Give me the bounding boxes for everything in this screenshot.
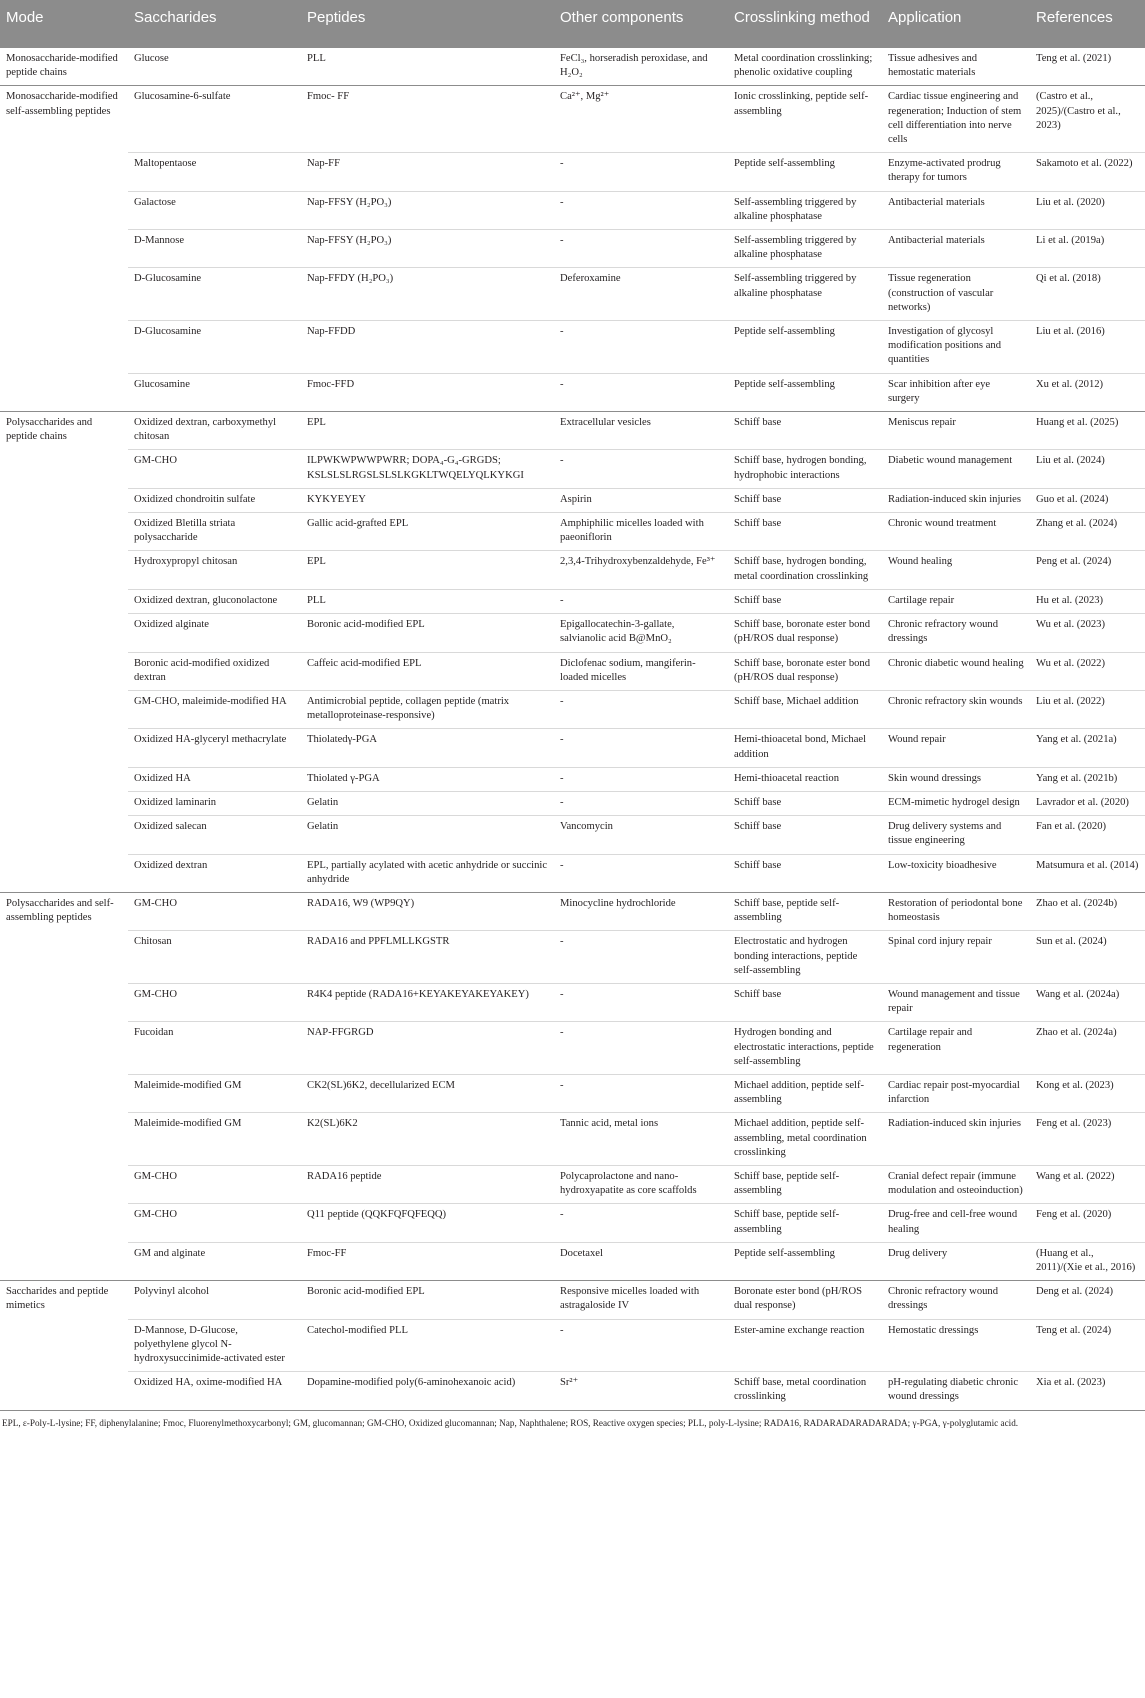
saccharides-cell: Boronic acid-modified oxidized dextran: [128, 652, 301, 690]
mode-cell: Monosaccharide-modified peptide chains: [0, 48, 128, 86]
column-header-application: Application: [882, 0, 1030, 48]
peptides-cell: Catechol-modified PLL: [301, 1319, 554, 1372]
table-row: [0, 767, 1145, 791]
references-cell: Li et al. (2019a): [1030, 230, 1145, 268]
peptides-cell: Nap-FFDY (H₂PO₃): [301, 268, 554, 321]
peptides-cell: EPL, partially acylated with acetic anhydride or succinic anhydride: [301, 854, 554, 892]
references-cell: Teng et al. (2021): [1030, 48, 1145, 86]
references-cell: Zhao et al. (2024b): [1030, 892, 1145, 930]
table-row: [0, 791, 1145, 815]
table-row: [0, 1204, 1145, 1242]
references-cell: Teng et al. (2024): [1030, 1319, 1145, 1372]
application-cell: Chronic diabetic wound healing: [882, 652, 1030, 690]
peptides-cell: Nap-FF: [301, 153, 554, 191]
table-row: [0, 48, 1145, 86]
saccharides-cell: GM-CHO: [128, 1204, 301, 1242]
peptides-cell: Dopamine-modified poly(6-aminohexanoic acid): [301, 1372, 554, 1410]
peptides-cell: Nap-FFDD: [301, 321, 554, 374]
other-components-cell: Tannic acid, metal ions: [554, 1113, 728, 1166]
crosslinking-method-cell: Schiff base, peptide self-assembling: [728, 1204, 882, 1242]
crosslinking-method-cell: Hemi-thioacetal bond, Michael addition: [728, 729, 882, 767]
application-cell: Drug-free and cell-free wound healing: [882, 1204, 1030, 1242]
table-row: [0, 412, 1145, 450]
saccharides-cell: GM and alginate: [128, 1242, 301, 1280]
references-cell: Wang et al. (2022): [1030, 1165, 1145, 1203]
application-cell: Wound healing: [882, 551, 1030, 589]
table-row: [0, 589, 1145, 613]
other-components-cell: Aspirin: [554, 488, 728, 512]
saccharides-cell: Oxidized dextran: [128, 854, 301, 892]
other-components-cell: -: [554, 589, 728, 613]
other-components-cell: -: [554, 767, 728, 791]
references-cell: Liu et al. (2016): [1030, 321, 1145, 374]
table-row: [0, 931, 1145, 984]
references-cell: Deng et al. (2024): [1030, 1281, 1145, 1319]
table-row: [0, 652, 1145, 690]
application-cell: Meniscus repair: [882, 412, 1030, 450]
other-components-cell: Docetaxel: [554, 1242, 728, 1280]
crosslinking-method-cell: Schiff base, metal coordination crosslinking: [728, 1372, 882, 1410]
saccharides-cell: D-Mannose: [128, 230, 301, 268]
table-row: [0, 729, 1145, 767]
application-cell: Wound repair: [882, 729, 1030, 767]
saccharides-cell: Oxidized dextran, carboxymethyl chitosan: [128, 412, 301, 450]
table-row: [0, 86, 1145, 153]
table-body: [0, 48, 1145, 1410]
peptides-cell: Q11 peptide (QQKFQFQFEQQ): [301, 1204, 554, 1242]
references-cell: Wu et al. (2022): [1030, 652, 1145, 690]
crosslinking-method-cell: Schiff base: [728, 488, 882, 512]
other-components-cell: Responsive micelles loaded with astragaloside IV: [554, 1281, 728, 1319]
references-cell: Feng et al. (2023): [1030, 1113, 1145, 1166]
application-cell: Antibacterial materials: [882, 191, 1030, 229]
application-cell: pH-regulating diabetic chronic wound dressings: [882, 1372, 1030, 1410]
application-cell: Cranial defect repair (immune modulation and osteoinduction): [882, 1165, 1030, 1203]
application-cell: Scar inhibition after eye surgery: [882, 373, 1030, 411]
table-row: [0, 892, 1145, 930]
crosslinking-method-cell: Peptide self-assembling: [728, 1242, 882, 1280]
crosslinking-method-cell: Schiff base, hydrogen bonding, hydrophobic interactions: [728, 450, 882, 488]
other-components-cell: Ca²⁺, Mg²⁺: [554, 86, 728, 153]
crosslinking-method-cell: Schiff base: [728, 791, 882, 815]
table-row: [0, 153, 1145, 191]
references-cell: Kong et al. (2023): [1030, 1074, 1145, 1112]
crosslinking-method-cell: Self-assembling triggered by alkaline phosphatase: [728, 230, 882, 268]
crosslinking-method-cell: Schiff base, peptide self-assembling: [728, 1165, 882, 1203]
table-row: [0, 450, 1145, 488]
peptides-cell: R4K4 peptide (RADA16+KEYAKEYAKEYAKEY): [301, 983, 554, 1021]
crosslinking-method-cell: Michael addition, peptide self-assembling: [728, 1074, 882, 1112]
column-header-peptides: Peptides: [301, 0, 554, 48]
crosslinking-method-cell: Schiff base: [728, 854, 882, 892]
application-cell: Hemostatic dressings: [882, 1319, 1030, 1372]
crosslinking-method-cell: Schiff base, hydrogen bonding, metal coordination crosslinking: [728, 551, 882, 589]
references-cell: Wu et al. (2023): [1030, 614, 1145, 652]
references-cell: Sun et al. (2024): [1030, 931, 1145, 984]
saccharides-cell: Oxidized alginate: [128, 614, 301, 652]
saccharides-cell: Oxidized Bletilla striata polysaccharide: [128, 513, 301, 551]
table-footnote: EPL, ε-Poly-L-lysine; FF, diphenylalanine; Fmoc, Fluorenylmethoxycarbonyl; GM, glucomannan; GM-CHO, Oxidized glucomannan; Nap, Naphthalene; ROS, Reactive oxygen species; PLL, poly-L-lysine; RADA16, RADARADARADARADA; γ-PGA, γ-polyglutamic acid.: [2, 1417, 1019, 1428]
column-header-other-components: Other components: [554, 0, 728, 48]
references-cell: Zhang et al. (2024): [1030, 513, 1145, 551]
table-row: [0, 321, 1145, 374]
other-components-cell: -: [554, 690, 728, 728]
other-components-cell: Minocycline hydrochloride: [554, 892, 728, 930]
other-components-cell: -: [554, 191, 728, 229]
peptides-cell: PLL: [301, 589, 554, 613]
mode-cell: Saccharides and peptide mimetics: [0, 1281, 128, 1410]
application-cell: Radiation-induced skin injuries: [882, 488, 1030, 512]
crosslinking-method-cell: Schiff base: [728, 513, 882, 551]
table-row: [0, 1074, 1145, 1112]
saccharides-cell: Glucose: [128, 48, 301, 86]
other-components-cell: -: [554, 791, 728, 815]
references-cell: Xu et al. (2012): [1030, 373, 1145, 411]
other-components-cell: -: [554, 729, 728, 767]
saccharides-cell: Oxidized laminarin: [128, 791, 301, 815]
application-cell: Cardiac tissue engineering and regeneration; Induction of stem cell differentiation into nerve cells: [882, 86, 1030, 153]
saccharides-cell: D-Glucosamine: [128, 321, 301, 374]
saccharides-cell: D-Mannose, D-Glucose, polyethylene glycol N-hydroxysuccinimide-activated ester: [128, 1319, 301, 1372]
other-components-cell: Epigallocatechin-3-gallate, salvianolic acid B@MnO₂: [554, 614, 728, 652]
peptides-cell: K2(SL)6K2: [301, 1113, 554, 1166]
other-components-cell: -: [554, 1074, 728, 1112]
peptides-cell: Boronic acid-modified EPL: [301, 1281, 554, 1319]
peptides-cell: EPL: [301, 551, 554, 589]
saccharides-cell: Glucosamine: [128, 373, 301, 411]
other-components-cell: Polycaprolactone and nano-hydroxyapatite as core scaffolds: [554, 1165, 728, 1203]
saccharides-cell: Oxidized HA-glyceryl methacrylate: [128, 729, 301, 767]
saccharides-cell: GM-CHO, maleimide-modified HA: [128, 690, 301, 728]
mode-cell: Polysaccharides and peptide chains: [0, 412, 128, 893]
other-components-cell: Extracellular vesicles: [554, 412, 728, 450]
other-components-cell: FeCl₃, horseradish peroxidase, and H₂O₂: [554, 48, 728, 86]
table-row: [0, 488, 1145, 512]
saccharides-cell: Maleimide-modified GM: [128, 1113, 301, 1166]
references-cell: Yang et al. (2021a): [1030, 729, 1145, 767]
table-row: [0, 373, 1145, 411]
peptides-cell: NAP-FFGRGD: [301, 1022, 554, 1075]
references-cell: (Huang et al., 2011)/(Xie et al., 2016): [1030, 1242, 1145, 1280]
table-row: [0, 268, 1145, 321]
crosslinking-method-cell: Hydrogen bonding and electrostatic interactions, peptide self-assembling: [728, 1022, 882, 1075]
table-row: [0, 1113, 1145, 1166]
other-components-cell: -: [554, 153, 728, 191]
saccharides-cell: GM-CHO: [128, 983, 301, 1021]
crosslinking-method-cell: Electrostatic and hydrogen bonding interactions, peptide self-assembling: [728, 931, 882, 984]
references-cell: Hu et al. (2023): [1030, 589, 1145, 613]
saccharides-cell: GM-CHO: [128, 1165, 301, 1203]
crosslinking-method-cell: Schiff base, boronate ester bond (pH/ROS dual response): [728, 652, 882, 690]
references-cell: Sakamoto et al. (2022): [1030, 153, 1145, 191]
saccharides-cell: Glucosamine-6-sulfate: [128, 86, 301, 153]
references-cell: Zhao et al. (2024a): [1030, 1022, 1145, 1075]
table-row: [0, 614, 1145, 652]
crosslinking-method-cell: Michael addition, peptide self-assembling, metal coordination crosslinking: [728, 1113, 882, 1166]
references-cell: Fan et al. (2020): [1030, 816, 1145, 854]
application-cell: Chronic refractory wound dressings: [882, 1281, 1030, 1319]
peptides-cell: Boronic acid-modified EPL: [301, 614, 554, 652]
table-row: [0, 551, 1145, 589]
references-cell: Peng et al. (2024): [1030, 551, 1145, 589]
application-cell: Cardiac repair post-myocardial infarction: [882, 1074, 1030, 1112]
table-row: [0, 816, 1145, 854]
table-row: [0, 1165, 1145, 1203]
crosslinking-method-cell: Schiff base, boronate ester bond (pH/ROS dual response): [728, 614, 882, 652]
application-cell: Cartilage repair and regeneration: [882, 1022, 1030, 1075]
table-row: [0, 1319, 1145, 1372]
saccharides-cell: Fucoidan: [128, 1022, 301, 1075]
table-row: [0, 191, 1145, 229]
table-row: [0, 1242, 1145, 1280]
peptides-cell: Nap-FFSY (H₂PO₃): [301, 230, 554, 268]
other-components-cell: -: [554, 983, 728, 1021]
peptides-cell: Thiolated γ-PGA: [301, 767, 554, 791]
other-components-cell: Amphiphilic micelles loaded with paeoniflorin: [554, 513, 728, 551]
other-components-cell: Diclofenac sodium, mangiferin-loaded micelles: [554, 652, 728, 690]
other-components-cell: -: [554, 373, 728, 411]
other-components-cell: -: [554, 931, 728, 984]
application-cell: Chronic refractory skin wounds: [882, 690, 1030, 728]
other-components-cell: Deferoxamine: [554, 268, 728, 321]
saccharides-cell: GM-CHO: [128, 892, 301, 930]
other-components-cell: Vancomycin: [554, 816, 728, 854]
application-cell: Enzyme-activated prodrug therapy for tumors: [882, 153, 1030, 191]
crosslinking-method-cell: Schiff base, peptide self-assembling: [728, 892, 882, 930]
peptides-cell: Gallic acid-grafted EPL: [301, 513, 554, 551]
application-cell: Drug delivery systems and tissue engineering: [882, 816, 1030, 854]
application-cell: Restoration of periodontal bone homeostasis: [882, 892, 1030, 930]
application-cell: Tissue adhesives and hemostatic materials: [882, 48, 1030, 86]
crosslinking-method-cell: Schiff base: [728, 589, 882, 613]
saccharides-cell: GM-CHO: [128, 450, 301, 488]
peptides-cell: ILPWKWPWWPWRR; DOPA₄-G₄-GRGDS; KSLSLSLRGSLSLSLKGKLTWQELYQLKYKGI: [301, 450, 554, 488]
crosslinking-method-cell: Schiff base: [728, 412, 882, 450]
crosslinking-method-cell: Self-assembling triggered by alkaline phosphatase: [728, 191, 882, 229]
crosslinking-method-cell: Peptide self-assembling: [728, 373, 882, 411]
application-cell: Tissue regeneration (construction of vascular networks): [882, 268, 1030, 321]
peptides-cell: Gelatin: [301, 791, 554, 815]
application-cell: Spinal cord injury repair: [882, 931, 1030, 984]
crosslinking-method-cell: Schiff base, Michael addition: [728, 690, 882, 728]
peptides-cell: Fmoc-FFD: [301, 373, 554, 411]
references-cell: Huang et al. (2025): [1030, 412, 1145, 450]
other-components-cell: -: [554, 321, 728, 374]
mode-cell: Monosaccharide-modified self-assembling peptides: [0, 86, 128, 412]
other-components-cell: -: [554, 1319, 728, 1372]
crosslinking-method-cell: Metal coordination crosslinking; phenolic oxidative coupling: [728, 48, 882, 86]
table-row: [0, 690, 1145, 728]
crosslinking-method-cell: Schiff base: [728, 983, 882, 1021]
application-cell: Low-toxicity bioadhesive: [882, 854, 1030, 892]
application-cell: Antibacterial materials: [882, 230, 1030, 268]
references-cell: Liu et al. (2024): [1030, 450, 1145, 488]
table-row: [0, 1022, 1145, 1075]
peptides-cell: RADA16 peptide: [301, 1165, 554, 1203]
saccharides-cell: Oxidized chondroitin sulfate: [128, 488, 301, 512]
application-cell: Investigation of glycosyl modification positions and quantities: [882, 321, 1030, 374]
header-row: [0, 0, 1145, 48]
references-cell: Yang et al. (2021b): [1030, 767, 1145, 791]
application-cell: Skin wound dressings: [882, 767, 1030, 791]
references-cell: Xia et al. (2023): [1030, 1372, 1145, 1410]
table-row: [0, 1281, 1145, 1319]
other-components-cell: -: [554, 450, 728, 488]
table-row: [0, 854, 1145, 892]
peptides-cell: RADA16, W9 (WP9QY): [301, 892, 554, 930]
crosslinking-method-cell: Ester-amine exchange reaction: [728, 1319, 882, 1372]
application-cell: Radiation-induced skin injuries: [882, 1113, 1030, 1166]
column-header-mode: Mode: [0, 0, 128, 48]
peptides-cell: Caffeic acid-modified EPL: [301, 652, 554, 690]
saccharides-cell: Oxidized salecan: [128, 816, 301, 854]
peptides-cell: Nap-FFSY (H₂PO₃): [301, 191, 554, 229]
references-cell: Guo et al. (2024): [1030, 488, 1145, 512]
application-cell: Drug delivery: [882, 1242, 1030, 1280]
crosslinking-method-cell: Peptide self-assembling: [728, 321, 882, 374]
peptides-cell: Thiolatedγ-PGA: [301, 729, 554, 767]
column-header-crosslinking-method: Crosslinking method: [728, 0, 882, 48]
references-cell: Matsumura et al. (2014): [1030, 854, 1145, 892]
saccharides-cell: Polyvinyl alcohol: [128, 1281, 301, 1319]
peptides-cell: KYKYEYEY: [301, 488, 554, 512]
saccharides-cell: Oxidized HA: [128, 767, 301, 791]
crosslinking-method-cell: Boronate ester bond (pH/ROS dual response): [728, 1281, 882, 1319]
other-components-cell: -: [554, 1204, 728, 1242]
peptides-cell: CK2(SL)6K2, decellularized ECM: [301, 1074, 554, 1112]
other-components-cell: -: [554, 230, 728, 268]
peptides-cell: Fmoc- FF: [301, 86, 554, 153]
application-cell: Chronic refractory wound dressings: [882, 614, 1030, 652]
peptides-cell: Fmoc-FF: [301, 1242, 554, 1280]
crosslinking-method-cell: Ionic crosslinking, peptide self-assembling: [728, 86, 882, 153]
references-cell: Lavrador et al. (2020): [1030, 791, 1145, 815]
references-cell: Liu et al. (2022): [1030, 690, 1145, 728]
references-cell: (Castro et al., 2025)/(Castro et al., 2023): [1030, 86, 1145, 153]
saccharides-cell: Chitosan: [128, 931, 301, 984]
other-components-cell: -: [554, 854, 728, 892]
other-components-cell: -: [554, 1022, 728, 1075]
application-cell: ECM-mimetic hydrogel design: [882, 791, 1030, 815]
application-cell: Chronic wound treatment: [882, 513, 1030, 551]
application-cell: Diabetic wound management: [882, 450, 1030, 488]
mode-cell: Polysaccharides and self-assembling peptides: [0, 892, 128, 1280]
table-row: [0, 230, 1145, 268]
saccharides-cell: Maleimide-modified GM: [128, 1074, 301, 1112]
application-cell: Wound management and tissue repair: [882, 983, 1030, 1021]
crosslinking-method-cell: Schiff base: [728, 816, 882, 854]
saccharides-cell: Oxidized HA, oxime-modified HA: [128, 1372, 301, 1410]
peptides-cell: EPL: [301, 412, 554, 450]
saccharides-cell: Galactose: [128, 191, 301, 229]
saccharides-cell: D-Glucosamine: [128, 268, 301, 321]
peptides-cell: Gelatin: [301, 816, 554, 854]
references-cell: Liu et al. (2020): [1030, 191, 1145, 229]
references-cell: Wang et al. (2024a): [1030, 983, 1145, 1021]
table-row: [0, 983, 1145, 1021]
other-components-cell: 2,3,4-Trihydroxybenzaldehyde, Fe³⁺: [554, 551, 728, 589]
crosslinking-method-cell: Self-assembling triggered by alkaline phosphatase: [728, 268, 882, 321]
saccharides-cell: Hydroxypropyl chitosan: [128, 551, 301, 589]
saccharides-cell: Maltopentaose: [128, 153, 301, 191]
column-header-saccharides: Saccharides: [128, 0, 301, 48]
peptides-cell: PLL: [301, 48, 554, 86]
crosslinking-method-cell: Hemi-thioacetal reaction: [728, 767, 882, 791]
other-components-cell: Sr²⁺: [554, 1372, 728, 1410]
references-cell: Feng et al. (2020): [1030, 1204, 1145, 1242]
crosslinking-method-cell: Peptide self-assembling: [728, 153, 882, 191]
application-cell: Cartilage repair: [882, 589, 1030, 613]
peptides-cell: Antimicrobial peptide, collagen peptide (matrix metalloproteinase-responsive): [301, 690, 554, 728]
saccharides-cell: Oxidized dextran, gluconolactone: [128, 589, 301, 613]
table-row: [0, 513, 1145, 551]
column-header-references: References: [1030, 0, 1145, 48]
references-cell: Qi et al. (2018): [1030, 268, 1145, 321]
peptides-cell: RADA16 and PPFLMLLKGSTR: [301, 931, 554, 984]
table-row: [0, 1372, 1145, 1410]
